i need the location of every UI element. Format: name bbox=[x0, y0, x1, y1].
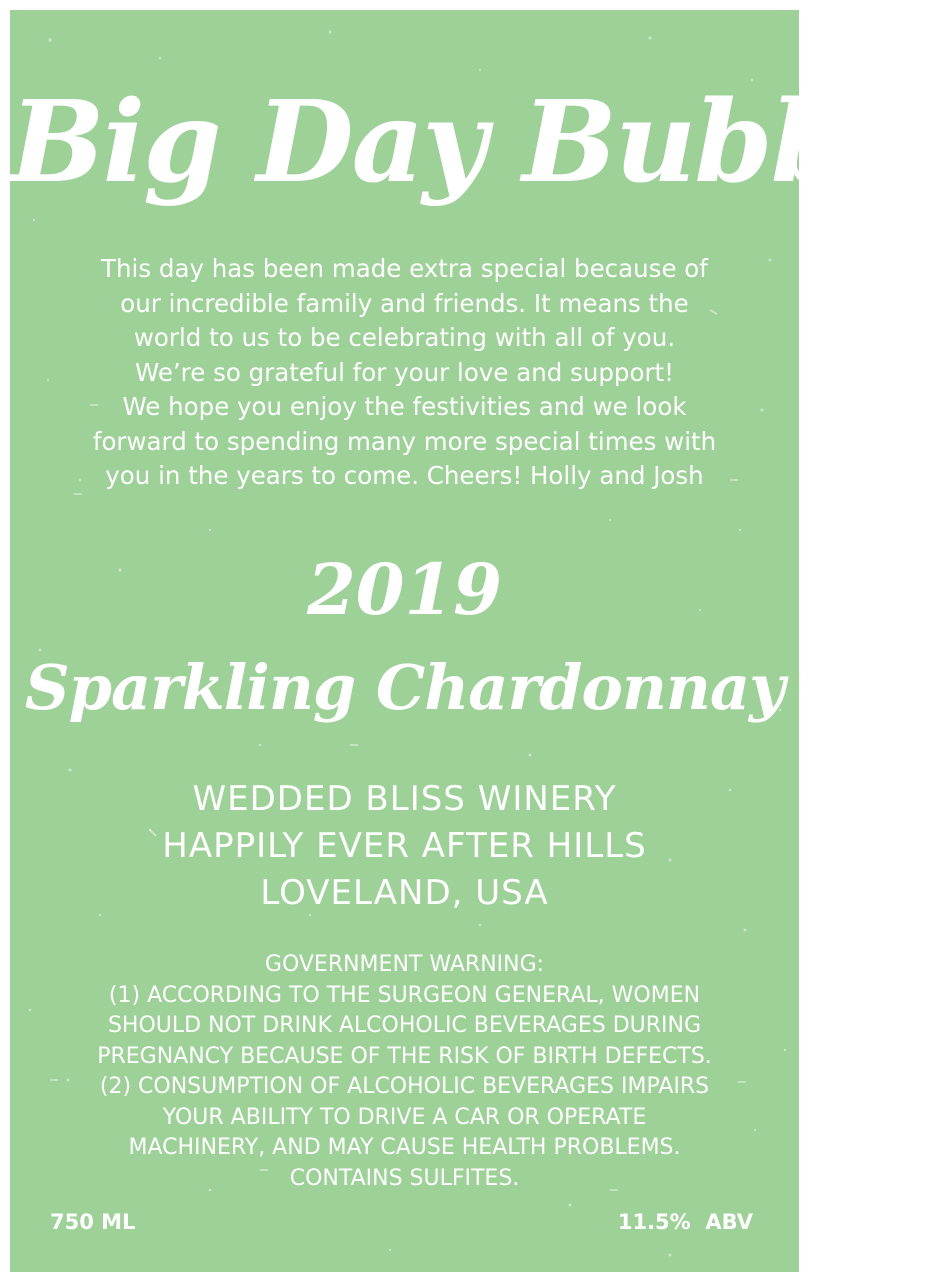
wine-label bbox=[10, 10, 951, 1272]
dedication-message bbox=[70, 252, 739, 494]
warning-line: CONTAINS SULFITES. bbox=[289, 1165, 520, 1191]
winery-location: LOVELAND, USA bbox=[260, 873, 549, 913]
wine-name: Sparkling Chardonnay bbox=[24, 651, 785, 724]
message-line: We hope you enjoy the festivities and we look bbox=[122, 392, 687, 421]
message-line: world to us to be celebrating with all of you. bbox=[133, 323, 676, 352]
winery-info bbox=[10, 776, 799, 917]
winery-name: WEDDED BLISS WINERY bbox=[192, 779, 617, 819]
warning-line: YOUR ABILITY TO DRIVE A CAR OR OPERATE bbox=[162, 1104, 647, 1130]
message-line: We’re so grateful for your love and support! bbox=[135, 357, 674, 387]
message-line: forward to spending many more special times with bbox=[92, 426, 717, 456]
bottle-volume: 750 ML bbox=[50, 1210, 136, 1234]
vintage-year: 2019 bbox=[307, 548, 502, 631]
warning-line: PREGNANCY BECAUSE OF THE RISK OF BIRTH DEFECTS. bbox=[97, 1043, 712, 1069]
label-title: Big Day Bubbly bbox=[10, 77, 951, 208]
message-line: you in the years to come. Cheers! Holly and Josh bbox=[105, 461, 704, 490]
warning-line: (2) CONSUMPTION OF ALCOHOLIC BEVERAGES IMPAIRS bbox=[99, 1074, 710, 1099]
warning-line: (1) ACCORDING TO THE SURGEON GENERAL, WOMEN bbox=[108, 982, 701, 1008]
winery-region: HAPPILY EVER AFTER HILLS bbox=[162, 826, 647, 866]
warning-line: MACHINERY, AND MAY CAUSE HEALTH PROBLEMS. bbox=[128, 1135, 681, 1160]
message-line: This day has been made extra special because of bbox=[101, 254, 708, 283]
message-line: our incredible family and friends. It means the bbox=[120, 288, 689, 318]
warning-line: GOVERNMENT WARNING: bbox=[264, 952, 545, 977]
government-warning bbox=[50, 950, 759, 1194]
alcohol-by-volume: 11.5% ABV bbox=[617, 1210, 753, 1234]
warning-line: SHOULD NOT DRINK ALCOHOLIC BEVERAGES DURING bbox=[107, 1013, 702, 1038]
